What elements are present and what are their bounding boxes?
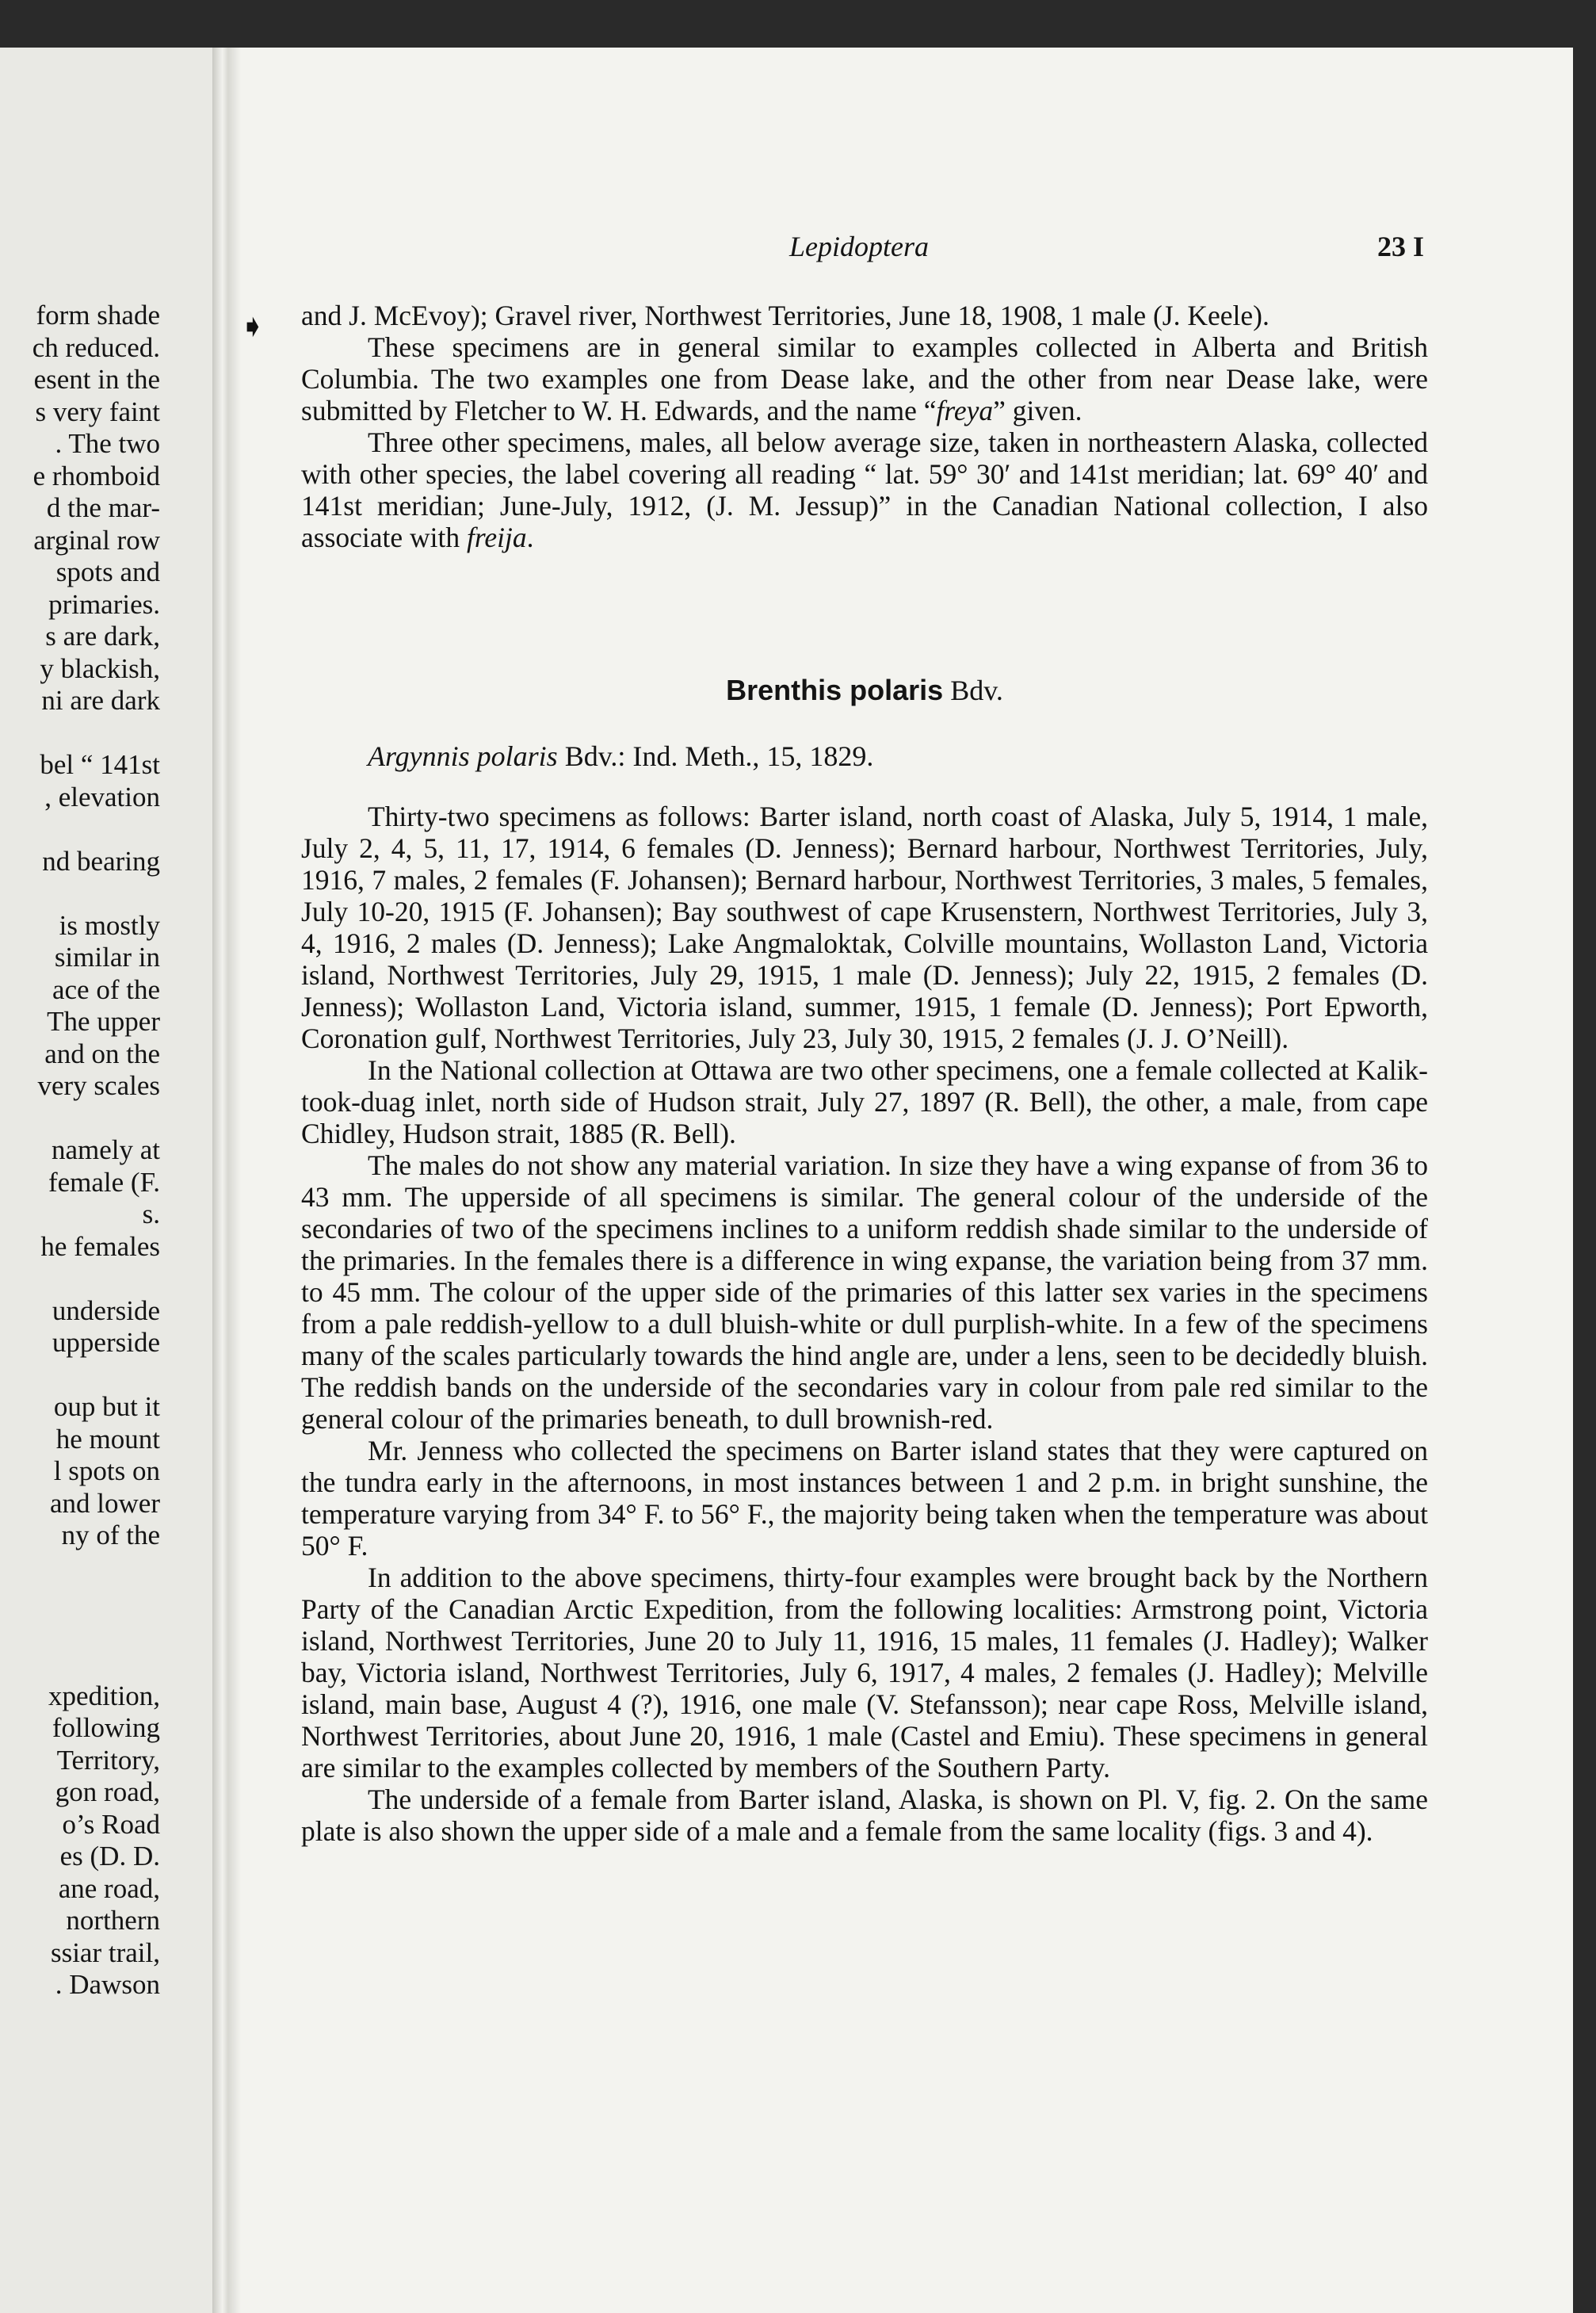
left-page-line: s very faint: [35, 396, 160, 427]
left-page-line: o’s Road: [62, 1808, 160, 1840]
left-page-line: s are dark,: [45, 621, 160, 652]
paragraph: Mr. Jenness who collected the specimens on Barter island states that they were captured on the tundra early in the afternoons, in most instances between 1 and 2 p.m. in bright sunshine, the temperature varying from 34° F. to 56° F., the majority being taken when the temperature was about 50° F.: [301, 1435, 1428, 1562]
left-page-line: es (D. D.: [59, 1841, 160, 1871]
left-page-line: nd bearing: [42, 845, 160, 877]
left-page-line: female (F.: [48, 1166, 160, 1198]
left-page-line: primaries.: [48, 588, 160, 620]
paragraph: In the National collection at Ottawa are two other specimens, one a female collected at Kalik-took-duag inlet, north side of Hudson strait, July 27, 1897 (R. Bell), the other, a male, from cape Chidley, Hudson strait, 1885 (R. Bell).: [301, 1054, 1428, 1149]
left-page-line: is mostly: [59, 909, 160, 941]
left-page-line: underside: [52, 1294, 160, 1326]
left-page-line: ni are dark: [41, 685, 160, 716]
left-page-line: d the mar-: [46, 492, 160, 523]
book-gutter: [212, 48, 241, 2313]
paragraph: The males do not show any material variation. In size they have a wing expanse of from 36 to 43 mm. The upperside of all specimens is similar. The general colour of the underside of the secondaries of two of the specimens inclines to a uniform reddish shade similar to the underside of the primaries. In the females there is a difference in wing expanse, the variation being from 37 mm. to 45 mm. The colour of the upper side of the primaries of this latter sex varies in the specimens from a pale reddish-yellow to a dull bluish-white or dull purplish-white. In a few of the specimens many of the scales particularly towards the hind angle are, under a lens, seen to be decidedly bluish. The reddish bands on the underside of the secondaries vary in colour from pale red similar to the general colour of the primaries beneath, to dull brownish-red.: [301, 1149, 1428, 1435]
italic-name: freija: [467, 522, 527, 553]
left-page-line: bel “ 141st: [40, 749, 160, 780]
scan-border: [1573, 0, 1596, 2313]
left-page-line: following: [52, 1712, 160, 1743]
page-number: 23 I: [1377, 231, 1425, 262]
paragraph: These specimens are in general similar to examples collected in Alberta and British Columbia. The two examples one from Dease lake, and the other from near Dease lake, were submitted by Fletcher to W. H. Edwards, and the name “freya” given.: [301, 331, 1428, 426]
citation-name: Argynnis polaris: [368, 740, 558, 772]
left-page-line: , elevation: [44, 781, 160, 812]
left-page-line: xpedition,: [48, 1680, 160, 1711]
left-page-line: and lower: [50, 1487, 160, 1519]
left-page-line: he mount: [55, 1423, 160, 1455]
left-page-line: arginal row: [33, 524, 160, 556]
text-block-main: [301, 801, 1428, 1847]
left-page-line: e rhomboid: [32, 460, 160, 491]
text-block-top: [301, 300, 1428, 553]
left-page-line: gon road,: [55, 1776, 160, 1807]
left-page-line: ace of the: [52, 973, 160, 1005]
left-page-line: northern: [66, 1905, 160, 1936]
continuation-paragraph: and J. McEvoy); Gravel river, Northwest Territories, June 18, 1908, 1 male (J. Keele).: [301, 300, 1270, 331]
pointer-mark-icon: ➧: [239, 308, 266, 344]
left-page-line: . Dawson: [55, 1969, 160, 2000]
species-heading: [301, 674, 1428, 707]
left-page-line: . The two: [55, 428, 160, 459]
left-page-line: The upper: [47, 1006, 160, 1037]
paragraph: In addition to the above specimens, thirty-four examples were brought back by the Northern Party of the Canadian Arctic Expedition, from the following localities: Armstrong point, Victoria island, Northwest Territories, June 20 to July 11, 1916, 15 males, 11 females (J. Hadley); Walker bay, Victoria island, Northwest Territories, July 6, 1917, 4 males, 2 females (J. Hadley); Melville island, main base, August 4 (?), 1916, one male (V. Stefansson); near cape Ross, Melville island, Northwest Territories, about June 20, 1916, 1 male (Castel and Emiu). These specimens in general are similar to the examples collected by members of the Southern Party.: [301, 1562, 1428, 1783]
citation-reference: Bdv.: Ind. Meth., 15, 1829.: [564, 740, 874, 772]
italic-name: freya: [936, 395, 994, 426]
left-page-line: ane road,: [58, 1872, 160, 1904]
left-page-line: l spots on: [53, 1455, 160, 1486]
synonym-citation: [368, 740, 873, 773]
left-page-line: spots and: [55, 556, 160, 587]
left-page-line: s.: [142, 1199, 160, 1229]
left-page-line: ssiar trail,: [50, 1936, 160, 1968]
left-page-line: form shade: [36, 300, 160, 331]
left-page-line: and on the: [44, 1038, 160, 1069]
left-page-line: ny of the: [61, 1520, 160, 1550]
paragraph: Thirty-two specimens as follows: Barter island, north coast of Alaska, July 5, 1914, 1 male, July 2, 4, 5, 11, 17, 1914, 6 females (D. Jenness); Bernard harbour, Northwest Territories, July, 1916, 7 males, 2 females (F. Johansen); Bernard harbour, Northwest Territories, 3 males, 5 females, July 10-20, 1915 (F. Johansen); Bay southwest of cape Krusenstern, Northwest Territories, July 3, 4, 1916, 2 males (D. Jenness); Lake Angmaloktak, Colville mountains, Wollaston Land, Victoria island, Northwest Territories, July 29, 1915, 1 male (D. Jenness); July 22, 1915, 2 females (D. Jenness); Wollaston Land, Victoria island, summer, 1915, 1 female (D. Jenness); Port Epworth, Coronation gulf, Northwest Territories, July 23, July 30, 1915, 2 females (J. J. O’Neill).: [301, 801, 1428, 1054]
species-author: Bdv.: [950, 675, 1003, 706]
left-page-line: oup but it: [53, 1391, 160, 1422]
left-page-line: he females: [40, 1230, 160, 1262]
left-page-line: very scales: [37, 1070, 160, 1101]
left-page-line: similar in: [54, 942, 160, 973]
left-page-line: ch reduced.: [32, 331, 160, 363]
paragraph: The underside of a female from Barter island, Alaska, is shown on Pl. V, fig. 2. On the same plate is also shown the upper side of a male and a female from the same locality (figs. 3 and 4).: [301, 1783, 1428, 1847]
paragraph: Three other specimens, males, all below average size, taken in northeastern Alaska, collected with other species, the label covering all reading “ lat. 59° 30′ and 141st meridian; lat. 69° 40′ and 141st meridian; June-July, 1912, (J. M. Jessup)” in the Canadian National collection, I also associate with freija.: [301, 426, 1428, 553]
left-page-fragment: [0, 48, 214, 2313]
left-page-line: y blackish,: [40, 652, 160, 684]
left-page-line: upperside: [52, 1327, 160, 1358]
species-name: Brenthis polaris: [726, 674, 944, 706]
running-title: Lepidoptera: [789, 231, 929, 262]
left-page-line: namely at: [51, 1134, 160, 1165]
left-page-line: esent in the: [33, 364, 160, 395]
left-page-line: Territory,: [56, 1744, 160, 1776]
